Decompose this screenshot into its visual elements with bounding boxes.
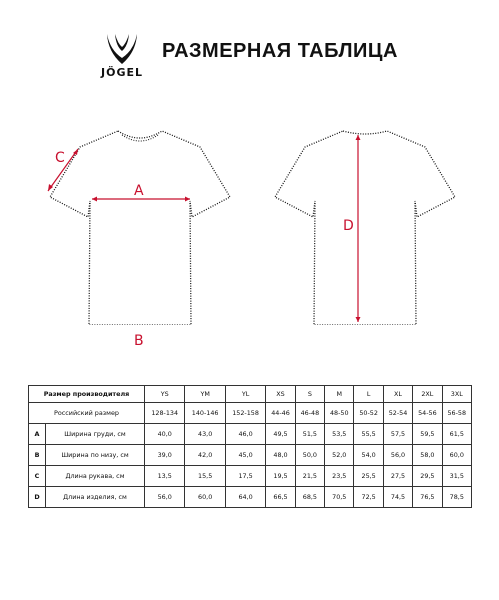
table-cell: 46,0: [225, 424, 265, 445]
table-cell: 56-58: [442, 403, 471, 424]
row-label: Ширина по низу, см: [46, 445, 145, 466]
table-cell: 15,5: [185, 466, 225, 487]
table-cell: 50-52: [354, 403, 383, 424]
table-cell: 55,5: [354, 424, 383, 445]
brand-name: JÖGEL: [101, 66, 143, 79]
table-cell: 58,0: [413, 445, 442, 466]
table-cell: 27,5: [383, 466, 412, 487]
table-row: [29, 445, 472, 466]
size-cell: M: [325, 386, 354, 403]
table-row: [29, 466, 472, 487]
row-letter: C: [29, 466, 46, 487]
table-cell: 52-54: [383, 403, 412, 424]
row-label: Длина изделия, см: [46, 487, 145, 508]
table-row: [29, 487, 472, 508]
size-cell: L: [354, 386, 383, 403]
table-cell: 76,5: [413, 487, 442, 508]
front-shirt-outline: [50, 131, 230, 325]
row-letter: D: [29, 487, 46, 508]
table-row: [29, 403, 472, 424]
table-cell: 56,0: [145, 487, 185, 508]
table-cell: 13,5: [145, 466, 185, 487]
page-title: РАЗМЕРНАЯ ТАБЛИЦА: [162, 40, 398, 62]
table-cell: 53,5: [325, 424, 354, 445]
table-cell: 49,5: [266, 424, 295, 445]
table-cell: 152-158: [225, 403, 265, 424]
size-cell: YL: [225, 386, 265, 403]
label-d: D: [343, 218, 354, 234]
size-cell: XS: [266, 386, 295, 403]
size-cell: S: [295, 386, 324, 403]
russian-size-label: Российский размер: [29, 403, 145, 424]
table-cell: 61,5: [442, 424, 471, 445]
table-cell: 68,5: [295, 487, 324, 508]
table-cell: 78,5: [442, 487, 471, 508]
size-cell: YS: [145, 386, 185, 403]
manufacturer-size-label: Размер производителя: [29, 386, 145, 403]
brand-logo: [92, 32, 152, 82]
size-cell: 3XL: [442, 386, 471, 403]
table-cell: 140-146: [185, 403, 225, 424]
front-view-diagram: [40, 125, 240, 329]
row-letter: A: [29, 424, 46, 445]
table-cell: 31,5: [442, 466, 471, 487]
table-cell: 54,0: [354, 445, 383, 466]
table-cell: 48-50: [325, 403, 354, 424]
table-cell: 25,5: [354, 466, 383, 487]
label-a: A: [134, 183, 144, 199]
table-cell: 44-46: [266, 403, 295, 424]
row-label: Длина рукава, см: [46, 466, 145, 487]
table-cell: 66,5: [266, 487, 295, 508]
table-header-row: [29, 386, 472, 403]
table-cell: 39,0: [145, 445, 185, 466]
table-cell: 46-48: [295, 403, 324, 424]
row-letter: B: [29, 445, 46, 466]
table-cell: 64,0: [225, 487, 265, 508]
table-cell: 54-56: [413, 403, 442, 424]
size-cell: XL: [383, 386, 412, 403]
table-cell: 40,0: [145, 424, 185, 445]
size-cell: YM: [185, 386, 225, 403]
back-view-diagram: [265, 125, 465, 329]
size-table: [28, 385, 472, 508]
row-label: Ширина груди, см: [46, 424, 145, 445]
table-cell: 72,5: [354, 487, 383, 508]
label-c: C: [55, 150, 65, 166]
table-cell: 57,5: [383, 424, 412, 445]
size-cell: 2XL: [413, 386, 442, 403]
table-cell: 70,5: [325, 487, 354, 508]
table-cell: 17,5: [225, 466, 265, 487]
label-b: B: [134, 333, 144, 349]
table-cell: 50,0: [295, 445, 324, 466]
table-cell: 45,0: [225, 445, 265, 466]
table-cell: 29,5: [413, 466, 442, 487]
table-cell: 56,0: [383, 445, 412, 466]
table-cell: 43,0: [185, 424, 225, 445]
table-cell: 21,5: [295, 466, 324, 487]
table-cell: 59,5: [413, 424, 442, 445]
table-cell: 23,5: [325, 466, 354, 487]
table-cell: 60,0: [185, 487, 225, 508]
table-cell: 19,5: [266, 466, 295, 487]
table-cell: 74,5: [383, 487, 412, 508]
brand-mark-icon: [104, 32, 140, 66]
table-cell: 52,0: [325, 445, 354, 466]
table-cell: 128-134: [145, 403, 185, 424]
table-cell: 42,0: [185, 445, 225, 466]
back-shirt-outline: [275, 131, 455, 325]
table-cell: 48,0: [266, 445, 295, 466]
table-row: [29, 424, 472, 445]
table-cell: 60,0: [442, 445, 471, 466]
table-cell: 51,5: [295, 424, 324, 445]
